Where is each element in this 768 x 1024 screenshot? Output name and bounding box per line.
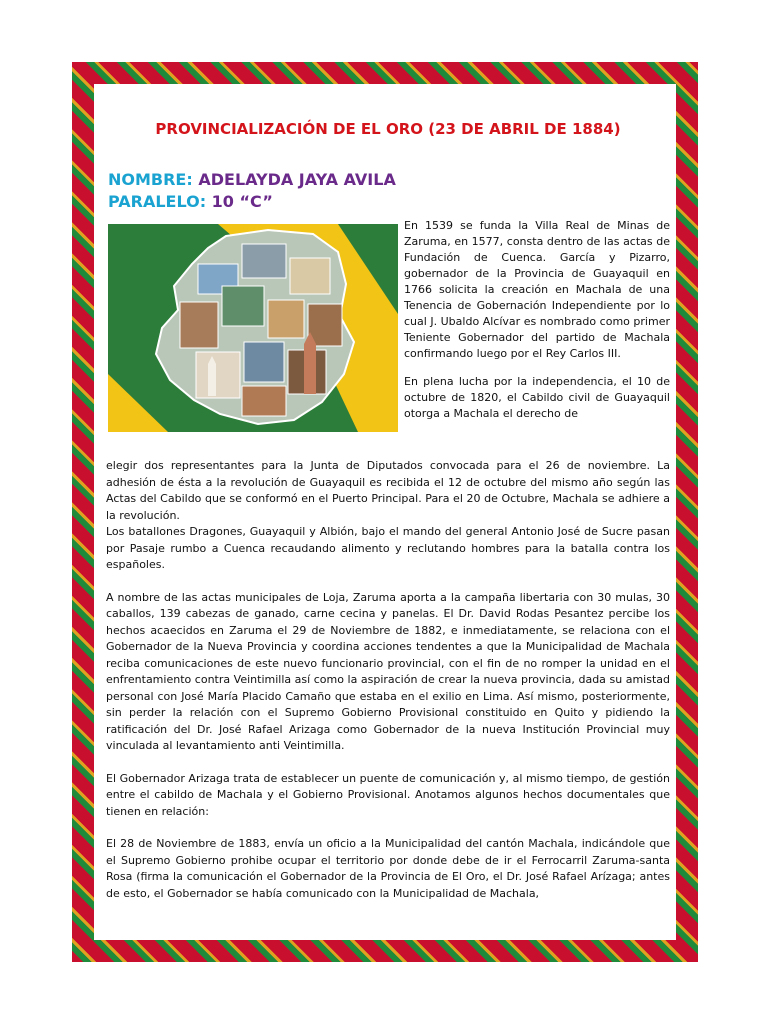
section-line: [108, 192, 273, 211]
el-oro-map-collage: [108, 224, 398, 432]
paragraph: En 1539 se funda la Villa Real de Minas de Zaruma, en 1577, consta dentro de las actas de Fundación de Cuenca. García y Pizarro, gobernador de la Provincia de Guayaquil en 1766 solicita la creación en Machala de una Tenencia de Gobernación Independiente por lo cual J. Ubaldo Alcívar es nombrado como primer Teniente Gobernador del partido de Machala confirmando luego por el Rey Carlos III.: [404, 219, 670, 360]
map-collage-image: [108, 224, 398, 432]
full-width-text: [106, 458, 670, 918]
name-value: ADELAYDA JAYA AVILA: [198, 170, 396, 189]
document-page: [106, 112, 670, 938]
section-value: 10 “C”: [211, 192, 273, 211]
name-label: NOMBRE:: [108, 170, 193, 189]
name-line: [108, 170, 396, 189]
document-title: PROVINCIALIZACIÓN DE EL ORO (23 DE ABRIL DE 1884): [155, 120, 621, 138]
paragraph: En plena lucha por la independencia, el 10 de octubre de 1820, el Cabildo civil de Guayaquil otorga a Machala el derecho de: [404, 375, 670, 420]
paragraph: El Gobernador Arizaga trata de establecer un puente de comunicación y, al mismo tiempo, de gestión entre el cabildo de Machala y el Gobierno Provisional. Anotamos algunos hechos documentales que tienen en relación:: [106, 771, 670, 818]
paragraph: El 28 de Noviembre de 1883, envía un oficio a la Municipalidad del cantón Machala, indicándole que el Supremo Gobierno prohibe ocupar el territorio por donde debe de ir el Ferrocarril Zaruma-santa Rosa (firma la comunicación el Gobernador de la Provincia de El Oro, el Dr. José Rafael Arízaga; antes de esto, el Gobernador se había comunicado con la Municipalidad de Machala,: [106, 837, 670, 900]
section-label: PARALELO:: [108, 192, 207, 211]
side-text-column: [404, 218, 670, 434]
paragraph: elegir dos representantes para la Junta de Diputados convocada para el 26 de noviembre. La adhesión de ésta a la revolución de Guayaquil es recibida el 12 de octubre del mismo año según las Actas del Cabildo que se conformó en el Puerto Principal. Para el 20 de Octubre, Machala se adhiere a la revolución.: [106, 459, 670, 522]
paragraph: A nombre de las actas municipales de Loja, Zaruma aporta a la campaña libertaria con 30 mulas, 30 caballos, 139 cabezas de ganado, carne cecina y panelas. El Dr. David Rodas Pesantez percibe los hechos acaecidos en Zaruma el 29 de Noviembre de 1882, e inmediatamente, se relaciona con el Gobernador de la Nueva Provincia y coordina acciones tendentes a que la Municipalidad de Machala reciba comunicaciones de este nuevo funcionario provincial, con el fin de no romper la unidad en el enfrentamiento contra Veintimilla así como la aspiración de crear la nueva provincia, dada su amistad personal con José María Placido Camaño que estaba en el exilio en Lima. Así mismo, posteriormente, sin perder la relación con el Supremo Gobierno Provisional constituido en Quito y pidiendo la ratificación del Dr. José Rafael Arizaga como Gobernador de la nueva Institución Provincial muy vinculada al levantamiento anti Veintimilla.: [106, 590, 670, 752]
paragraph: Los batallones Dragones, Guayaquil y Albión, bajo el mando del general Antonio José de Sucre pasan por Pasaje rumbo a Cuenca recaudando alimento y reclutando hombres para la batalla contra los españoles.: [106, 525, 670, 571]
